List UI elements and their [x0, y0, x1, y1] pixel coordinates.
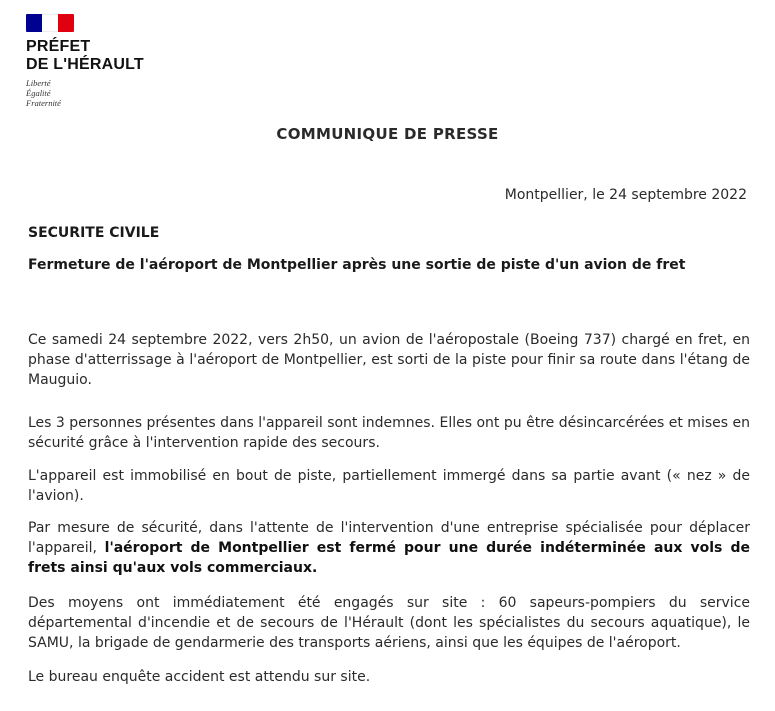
- paragraph-6: Le bureau enquête accident est attendu sur site.: [28, 669, 371, 685]
- french-flag-icon: [26, 14, 74, 32]
- document-date: Montpellier, le 24 septembre 2022: [504, 187, 747, 203]
- motto-liberte: Liberté: [26, 78, 51, 88]
- document-subtitle: Fermeture de l'aéroport de Montpellier après une sortie de piste d'un avion de fret: [28, 257, 686, 273]
- republic-motto: [26, 78, 144, 108]
- prefecture-name: [26, 38, 144, 74]
- paragraph-4-text: Par mesure de sécurité, dans l'attente de l'intervention d'une entreprise spécialisée pour déplacer l'appareil,: [28, 520, 750, 556]
- paragraph-2: Les 3 personnes présentes dans l'appareil sont indemnes. Elles ont pu être désincarcérées et mises en sécurité grâce à l'intervention rapide des secours.: [28, 415, 750, 451]
- flag-red: [58, 14, 74, 32]
- paragraph-5: Des moyens ont immédiatement été engagés sur site : 60 sapeurs-pompiers du service départemental d'incendie et de secours de l'Hérault (dont les spécialistes du secours aquatique), le SAMU, la brigade de gendarmerie des transports aériens, ainsi que les équipes de l'aéroport.: [28, 595, 750, 651]
- motto-fraternite: Fraternité: [26, 98, 61, 108]
- prefecture-name-line1: PRÉFET: [26, 38, 91, 55]
- prefecture-name-line2: DE L'HÉRAULT: [26, 56, 144, 73]
- paragraph-3: L'appareil est immobilisé en bout de piste, partiellement immergé dans sa partie avant (« nez » de l'avion).: [28, 468, 750, 504]
- paragraph-4-bold: l'aéroport de Montpellier est fermé pour une durée indéterminée aux vols de frets ainsi qu'aux vols commerciaux.: [28, 540, 750, 576]
- flag-white: [42, 14, 58, 32]
- paragraph-1: Ce samedi 24 septembre 2022, vers 2h50, un avion de l'aéropostale (Boeing 737) chargé en fret, en phase d'atterrissage à l'aéroport de Montpellier, est sorti de la piste pour finir sa route dans l'étang de Mauguio.: [28, 332, 750, 388]
- flag-blue: [26, 14, 42, 32]
- paragraph-4: [28, 518, 750, 578]
- motto-egalite: Égalité: [26, 88, 51, 98]
- prefecture-logo: [26, 14, 144, 108]
- section-heading: SECURITE CIVILE: [28, 225, 160, 241]
- document-title: COMMUNIQUE DE PRESSE: [276, 125, 499, 143]
